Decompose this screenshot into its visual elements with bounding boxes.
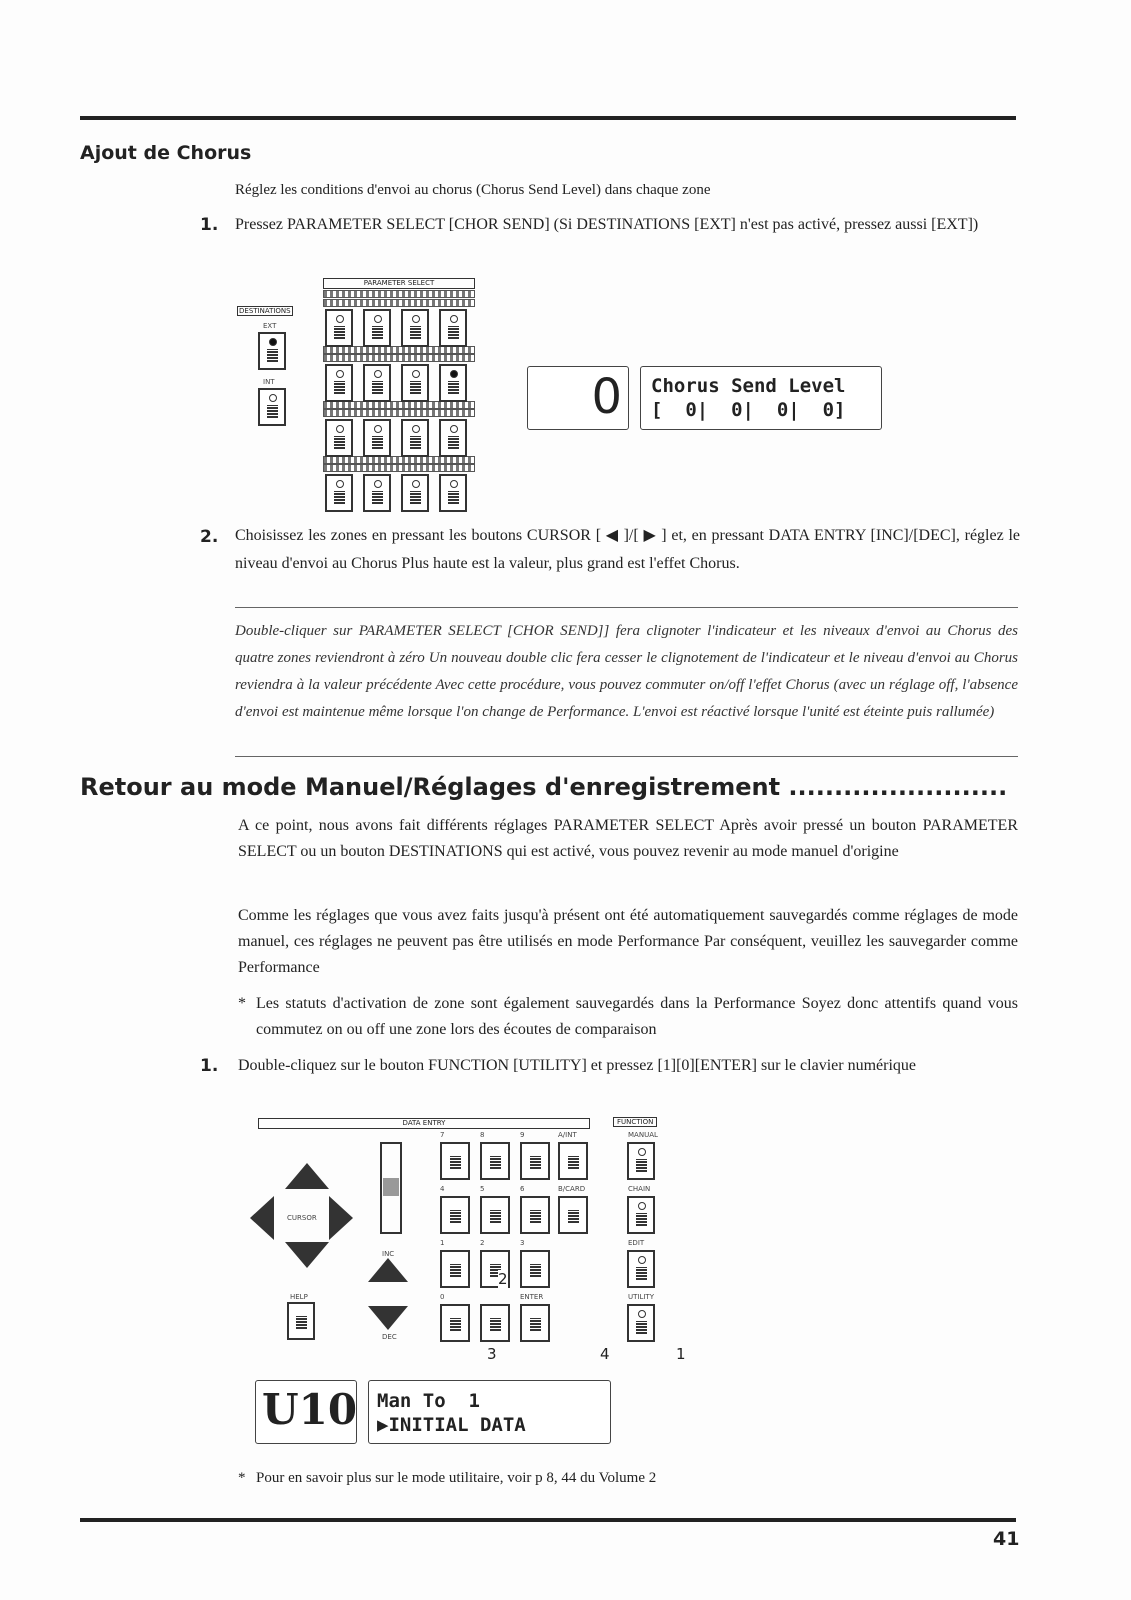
key-label: B/CARD	[558, 1185, 586, 1193]
key-label: 5	[480, 1185, 485, 1193]
callout-3: 3	[487, 1345, 497, 1363]
bullet-note: Les statuts d'activation de zone sont également sauvegardés dans la Performance Soyez donc attentifs quand vous commutez on ou off une zone lors des écoutes de comparaison	[256, 995, 1018, 1038]
lcd-line-1: Chorus Send Level	[651, 375, 846, 397]
parameter-select-button[interactable]	[363, 364, 391, 402]
numeric-key[interactable]	[440, 1142, 470, 1180]
section-heading-manual-mode: Retour au mode Manuel/Réglages d'enregistrement ........................	[80, 773, 1008, 801]
callout-2: 2	[498, 1270, 508, 1288]
step-text: Double-cliquez sur le bouton FUNCTION [UTILITY] et pressez [1][0][ENTER] sur le clavier numérique	[238, 1057, 916, 1074]
data-entry-label: DATA ENTRY	[258, 1118, 590, 1129]
lcd-display	[640, 366, 882, 430]
intro-text: Réglez les conditions d'envoi au chorus (Chorus Send Level) dans chaque zone	[235, 182, 711, 198]
inc-button[interactable]	[368, 1258, 408, 1282]
key-label: 6	[520, 1185, 525, 1193]
key-label: A/INT	[558, 1131, 577, 1139]
function-key-label: CHAIN	[628, 1185, 651, 1193]
section-heading-chorus: Ajout de Chorus	[80, 142, 252, 164]
function-key-label: UTILITY	[628, 1293, 654, 1301]
numeric-key[interactable]	[558, 1196, 588, 1234]
ext-label: EXT	[263, 322, 277, 330]
display-value: U10	[262, 1385, 358, 1434]
parameter-select-button[interactable]	[325, 474, 353, 512]
parameter-select-button[interactable]	[325, 364, 353, 402]
function-key-label: MANUAL	[628, 1131, 658, 1139]
help-button[interactable]	[287, 1302, 315, 1340]
parameter-select-button[interactable]	[401, 309, 429, 347]
parameter-select-button[interactable]	[325, 309, 353, 347]
cursor-right-button[interactable]	[329, 1196, 353, 1240]
callout-1: 1	[676, 1345, 686, 1363]
bottom-rule	[80, 1518, 1016, 1522]
parameter-select-button[interactable]	[363, 474, 391, 512]
display-value: 0	[591, 369, 622, 425]
function-key-utility[interactable]	[627, 1304, 655, 1342]
parameter-select-button[interactable]	[439, 419, 467, 457]
dec-label: DEC	[382, 1333, 397, 1341]
cursor-left-button[interactable]	[250, 1196, 274, 1240]
lcd-line-2: ▶INITIAL DATA	[377, 1414, 526, 1436]
numeric-key[interactable]	[480, 1304, 510, 1342]
int-label: INT	[263, 378, 275, 386]
paragraph: Comme les réglages que vous avez faits jusqu'à présent ont été automatiquement sauvegardés comme réglages de mode manuel, ces réglages ne peuvent pas être utilisés en mode Performance Par conséquent, veuillez les sauvegarder comme Performance	[238, 907, 1018, 976]
numeric-key[interactable]	[520, 1304, 550, 1342]
function-label: FUNCTION	[613, 1117, 657, 1127]
key-label: 3	[520, 1239, 525, 1247]
function-key-edit[interactable]	[627, 1250, 655, 1288]
numeric-key[interactable]	[520, 1196, 550, 1234]
top-rule	[80, 116, 1016, 120]
paragraph: A ce point, nous avons fait différents réglages PARAMETER SELECT Après avoir pressé un bouton PARAMETER SELECT ou un bouton DESTINATIONS qui est activé, vous pouvez revenir au mode manuel d'origine	[238, 817, 1018, 860]
lcd-line-2: [ 0| 0| 0| 0]	[651, 399, 846, 421]
cursor-up-button[interactable]	[285, 1163, 329, 1189]
key-label: 0	[440, 1293, 445, 1301]
step-text: Choisissez les zones en pressant les boutons CURSOR [ ◀ ]/[ ▶ ] et, en pressant DATA ENTRY [INC]/[DEC], réglez le niveau d'envoi au Chorus Plus haute est la valeur, plus grand est l'effet Chorus.	[235, 527, 1020, 572]
numeric-key[interactable]	[558, 1142, 588, 1180]
callout-4: 4	[600, 1345, 610, 1363]
numeric-key[interactable]	[440, 1196, 470, 1234]
ext-button[interactable]	[258, 332, 286, 370]
step-text: Pressez PARAMETER SELECT [CHOR SEND] (Si DESTINATIONS [EXT] n'est pas activé, pressez aussi [EXT])	[235, 216, 979, 233]
data-entry-slider[interactable]	[380, 1142, 402, 1234]
numeric-key[interactable]	[440, 1250, 470, 1288]
value-display	[527, 366, 629, 430]
numeric-key[interactable]	[520, 1142, 550, 1180]
cursor-down-button[interactable]	[285, 1242, 329, 1268]
step-number: 1.	[200, 215, 219, 235]
parameter-select-button[interactable]	[439, 309, 467, 347]
key-label: 2	[480, 1239, 485, 1247]
key-label: 1	[440, 1239, 445, 1247]
key-label: 4	[440, 1185, 445, 1193]
parameter-select-button[interactable]	[363, 419, 391, 457]
manual-page: Ajout de Chorus Réglez les conditions d'envoi au chorus (Chorus Send Level) dans chaque zone 1. Pressez PARAMETER SELECT [CHOR SEND] (Si DESTINATIONS [EXT] n'est pas activé, pressez aussi [EXT]) PARAMETER SELECT DESTINATIONS EXT INT 0 Chorus Send Level [ 0| 0| 0| 0] 2. Choisissez les zones en pressant les boutons CURSOR [ ◀ ]/[ ▶ ] et, en pressant DATA ENTRY [INC]/[DEC], réglez le niveau d'envoi au Chorus Plus haute est la valeur, plus grand est l'effet Chorus. Double-cliquer sur PARAMETER SELECT [CHOR SEND]] fera clignoter l'indicateur et les niveaux d'envoi au Chorus des quatre zones reviendront à zéro Un nouveau double clic fera cesser le clignotement de l'indicateur et le niveau d'envoi au Chorus reviendra à la valeur précédente Avec cette procédure, vous pouvez commuter on/off l'effet Chorus (avec un réglage off, l'absence d'envoi est maintenue même lorsque l'on change de Performance. L'envoi est réactivé lorsque l'unité est éteinte puis rallumée) Retour au mode Manuel/Réglages d'enregistrement ........................ A ce point, nous avons fait différents réglages PARAMETER SELECT Après avoir pressé un bouton PARAMETER SELECT ou un bouton DESTINATIONS qui est activé, vous pouvez revenir au mode manuel d'origine Comme les réglages que vous avez faits jusqu'à présent ont été automatiquement sauvegardés comme réglages de mode manuel, ces réglages ne peuvent pas être utilisés en mode Performance Par conséquent, veuillez les sauvegarder comme Performance * Les statuts d'activation de zone sont également sauvegardés dans la Performance Soyez donc attentifs quand vous commutez on ou off une zone lors des écoutes de comparaison 1. Double-cliquez sur le bouton FUNCTION [UTILITY] et pressez [1][0][ENTER] sur le clavier numérique DATA ENTRY FUNCTION CURSOR INC DEC HELP 7 8 9 A/INT 4 5 6 B/CARD 1 2 3 0 ENTER MANUAL CHAIN EDIT UTILITY 2 3 4 1 U10 Man To 1 ▶INITIAL DATA * Pour en savoir plus sur le mode utilitaire, voir p 8, 44 du Volume 2 41	[0, 0, 1131, 1600]
step-number: 1.	[200, 1056, 219, 1076]
parameter-select-button[interactable]	[439, 474, 467, 512]
function-key-label: EDIT	[628, 1239, 645, 1247]
function-key-manual[interactable]	[627, 1142, 655, 1180]
cursor-label: CURSOR	[287, 1214, 317, 1222]
numeric-key[interactable]	[520, 1250, 550, 1288]
footnote: Pour en savoir plus sur le mode utilitaire, voir p 8, 44 du Volume 2	[256, 1470, 657, 1486]
numeric-key[interactable]	[480, 1142, 510, 1180]
parameter-select-button[interactable]	[439, 364, 467, 402]
lcd-line-1: Man To 1	[377, 1390, 480, 1412]
note-text: Double-cliquer sur PARAMETER SELECT [CHOR SEND]] fera clignoter l'indicateur et les niveaux d'envoi au Chorus des quatre zones reviendront à zéro Un nouveau double clic fera cesser le clignotement de l'indicateur et le niveau d'envoi au Chorus reviendra à la valeur précédente Avec cette procédure, vous pouvez commuter on/off l'effet Chorus (avec un réglage off, l'absence d'envoi est maintenue même lorsque l'on change de Performance. L'envoi est réactivé lorsque l'unité est éteinte puis rallumée)	[235, 623, 1018, 720]
parameter-select-button[interactable]	[401, 419, 429, 457]
numeric-key[interactable]	[440, 1304, 470, 1342]
parameter-select-button[interactable]	[325, 419, 353, 457]
key-label: 9	[520, 1131, 525, 1139]
help-label: HELP	[290, 1293, 308, 1301]
inc-label: INC	[382, 1250, 395, 1258]
destinations-label: DESTINATIONS	[239, 307, 291, 315]
function-key-chain[interactable]	[627, 1196, 655, 1234]
value-display	[255, 1380, 357, 1444]
lcd-display	[368, 1380, 611, 1444]
parameter-select-button[interactable]	[363, 309, 391, 347]
parameter-select-button[interactable]	[401, 474, 429, 512]
dec-button[interactable]	[368, 1306, 408, 1330]
key-label: 7	[440, 1131, 445, 1139]
panel-label: PARAMETER SELECT	[323, 278, 475, 289]
step-number: 2.	[200, 527, 219, 547]
key-label: 8	[480, 1131, 485, 1139]
parameter-select-button[interactable]	[401, 364, 429, 402]
numeric-key[interactable]	[480, 1196, 510, 1234]
page-number: 41	[993, 1528, 1020, 1550]
key-label: ENTER	[520, 1293, 544, 1301]
int-button[interactable]	[258, 388, 286, 426]
